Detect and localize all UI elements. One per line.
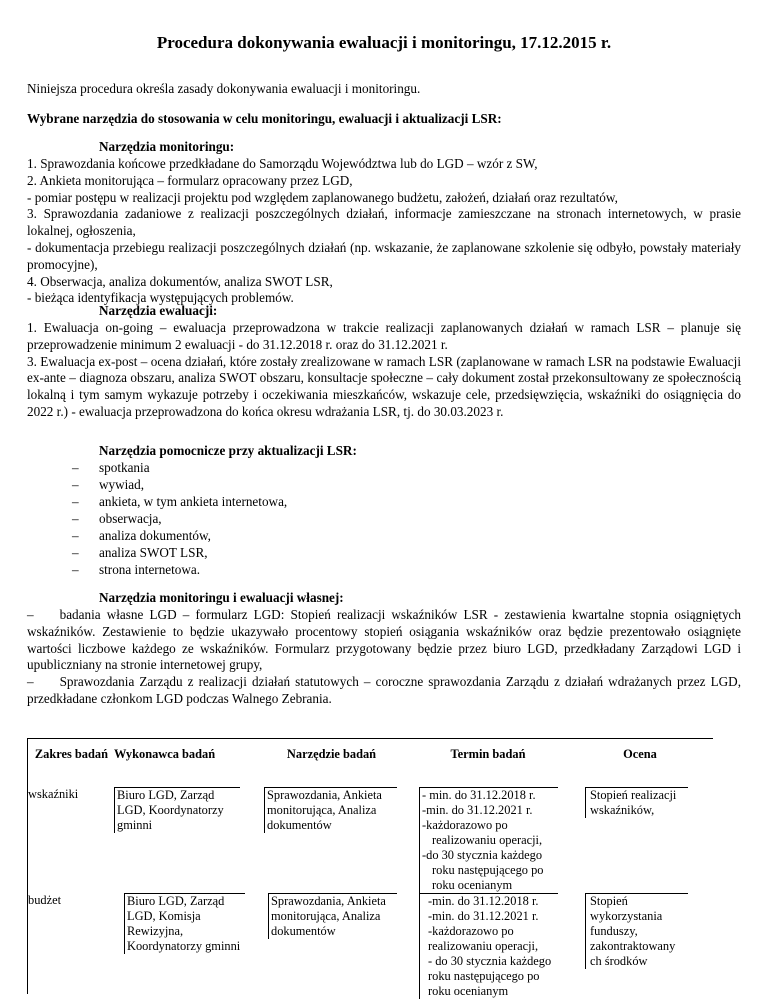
column-header-rating: Ocena: [623, 747, 657, 761]
dash-bullet: –: [72, 562, 79, 577]
list-item: 3. Sprawozdania zadaniowe z realizacji poszczególnych działań, informacje zamieszczane na stronach internetowych, w prasie lokalnej, ogłoszenia,: [27, 206, 741, 239]
column-header-tool: Narzędzie badań: [286, 747, 377, 761]
cell-term: - min. do 31.12.2018 r. -min. do 31.12.2021 r. -każdorazowo po realizowaniu operacji, -do 30 stycznia każdego roku następującego po roku ocenianym: [409, 787, 567, 893]
dash-bullet: –: [72, 528, 79, 543]
dash-bullet: –: [72, 545, 79, 560]
list-item: - dokumentacja przebiegu realizacji poszczególnych działań (np. wskazanie, że zaplanowane szkolenie się odbyło, powstały materiały promocyjne),: [27, 239, 741, 272]
evaluation-paragraph-2: 3. Ewaluacja ex-post – ocena działań, które zostały zrealizowane w ramach LSR (zaplanowane w ramach LSR na podstawie Ewaluacji ex-ante – diagnoza obszaru, analiza SWOT obszaru, konsultacje społeczne – cały dokument został przekonsultowany ze społecznością lokalną i tym samym wykazuje potrzeby i oczekiwania mieszkańców, wskazuje cele, przedsięwzięcia, wskaźniki do osiągnięcia do 2022 r.) - ewaluacja przeprowadzona do końca okresu wdrażania LSR, tj. do 30.03.2023 r.: [27, 353, 741, 419]
evaluation-table: [27, 747, 713, 999]
dash-bullet: –: [72, 460, 79, 475]
cell-tool: Sprawozdania, Ankieta monitorująca, Analiza dokumentów: [254, 893, 409, 999]
monitoring-list: [27, 156, 741, 307]
page-title: Procedura dokonywania ewaluacji i monitoringu, 17.12.2015 r.: [156, 33, 612, 52]
cell-contractor: Biuro LGD, Zarząd LGD, Komisja Rewizyjna, Koordynatorzy gminni: [114, 893, 254, 999]
self-monitoring-heading: Narzędzia monitoringu i ewaluacji własnej:: [99, 590, 344, 605]
list-item: 4. Obserwacja, analiza dokumentów, analiza SWOT LSR,: [27, 273, 333, 289]
column-header-term: Termin badań: [450, 747, 526, 761]
cell-scope: wskaźniki: [28, 787, 79, 801]
table-top-border: [27, 738, 713, 739]
intro-text: Niniejsza procedura określa zasady dokonywania ewaluacji i monitoringu.: [27, 81, 421, 96]
list-item: 1. Sprawozdania końcowe przedkładane do Samorządu Województwa lub do LGD – wzór z SW,: [27, 156, 538, 171]
dash-bullet: –: [27, 674, 34, 690]
cell-scope: budżet: [28, 893, 62, 907]
cell-tool: Sprawozdania, Ankieta monitorująca, Analiza dokumentów: [254, 787, 409, 893]
list-item: 2. Ankieta monitorująca – formularz opracowany przez LGD,: [27, 172, 353, 188]
dash-bullet: –: [72, 511, 79, 526]
tools-heading: Wybrane narzędzia do stosowania w celu monitoringu, ewaluacji i aktualizacji LSR:: [27, 111, 502, 126]
cell-rating: Stopień wykorzystania funduszy, zakontraktowany ch środków: [567, 893, 713, 999]
table-row: [27, 787, 713, 893]
auxiliary-heading: Narzędzia pomocnicze przy aktualizacji LSR:: [99, 443, 357, 458]
self-monitoring-text: [27, 607, 741, 708]
cell-rating: Stopień realizacji wskaźników,: [567, 787, 713, 893]
evaluation-paragraph-1: 1. Ewaluacja on-going – ewaluacja przeprowadzona w trakcie realizacji zaplanowanych działań w ramach LSR – planuje się przeprowadzenie minimum 2 ewaluacji - do 31.12.2018 r. oraz do 31.12.2021 r.: [27, 320, 741, 352]
column-header-contractor: Wykonawca badań: [114, 747, 216, 761]
evaluation-heading: Narzędzia ewaluacji:: [99, 303, 218, 318]
document-page: Procedura dokonywania ewaluacji i monitoringu, 17.12.2015 r. Niniejsza procedura określa zasady dokonywania ewaluacji i monitoringu. Wybrane narzędzia do stosowania w celu monitoringu, ewaluacji i aktualizacji LSR: Narzędzia monitoringu: 1. Sprawozdania końcowe przedkładane do Samorządu Województwa lub do LGD – wzór z SW, 2. Ankieta monitorująca – formularz opracowany przez LGD, - pomiar postępu w realizacji projektu pod względem zaplanowanego budżetu, założeń, działań oraz rezultatów, 3. Sprawozdania zadaniowe z realizacji poszczególnych działań, informacje zamieszczane na stronach internetowych, w prasie lokalnej, ogłoszenia, - dokumentacja przebiegu realizacji poszczególnych działań (np. wskazanie, że zaplanowane szkolenie się odbyło, powstały materiały promocyjne), 4. Obserwacja, analiza dokumentów, analiza SWOT LSR, - bieżąca identyfikacja występujących problemów. Narzędzia ewaluacji: 1. Ewaluacja on-going – ewaluacja przeprowadzona w trakcie realizacji zaplanowanych działań w ramach LSR – planuje się przeprowadzenie minimum 2 ewaluacji - do 31.12.2018 r. oraz do 31.12.2021 r. 3. Ewaluacja ex-post – ocena działań, które zostały zrealizowane w ramach LSR (zaplanowane w ramach LSR na podstawie Ewaluacji ex-ante – diagnoza obszaru, analiza SWOT obszaru, konsultacje społeczne – cały dokument został przekonsultowany ze społecznością lokalną i tym samym wykazuje potrzeby i oczekiwania mieszkańców, wskazuje cele, przedsięwzięcia, wskaźniki do osiągnięcia do 2022 r.) - ewaluacja przeprowadzona do końca okresu wdrażania LSR, tj. do 30.03.2023 r. Narzędzia pomocnicze przy aktualizacji LSR: – spotkania – wywiad, – ankieta, w tym ankieta internetowa, – obserwacja, – analiza dokumentów, – analiza SWOT LSR, – strona internetowa. Narzędzia monitoringu i ewaluacji własnej: – badania własne LGD – formularz LGD: Stopień realizacji wskaźników LSR - zestawienia kwartalne stopnia osiągniętych wskaźników. Zestawienie to będzie ukazywało procentowy stopień osiągania wskaźników oraz będzie prezentowało osiągnięte wartości liczbowe każdego ze wskaźników. Formularz przygotowany będzie przez biuro LGD, przedkładany Zarządowi LGD i upubliczniany na stronie internetowej grupy, – Sprawozdania Zarządu z realizacji działań statutowych – coroczne sprawozdania Zarządu z działań wdrażanych przez LGD, przedkładane członkom LGD podczas Walnego Zebrania. Zakres badań Wykonawca badań Narzędzie badań Termin badań Ocena wskaźniki Biuro LGD, Zarząd LGD, Koordynatorzy gminni Sprawozdania, Ankieta monitorująca, Analiza dokumentów - min. do 31.12.2018 r. -min. do 31.12.2021 r. -każdorazowo po realizowaniu operacji, -do 30 stycznia każdego roku następującego po roku ocenianym Stopień realizacji wskaźników, budżet Biuro LGD, Zarząd LGD, Komisja Rewizyjna, Koordynatorzy gminni Sprawozdania, Ankieta monitorująca, Analiza dokumentów -min. do 31.12.2018 r. -min. do 31.12.2021 r. -każdorazowo po realizowaniu operacji, - do 30 stycznia każdego roku następującego po roku ocenianym Stopień wykorzystania funduszy, zakontraktowany ch środków: [0, 0, 768, 994]
table-row: [27, 893, 713, 999]
list-item: - bieżąca identyfikacja występujących problemów.: [27, 290, 294, 306]
table-header-row: [27, 747, 713, 787]
list-item: - pomiar postępu w realizacji projektu pod względem zaplanowanego budżetu, założeń, działań oraz rezultatów,: [27, 189, 618, 205]
dash-bullet: –: [72, 494, 79, 509]
dash-bullet: –: [27, 607, 34, 622]
evaluation-text: [27, 320, 741, 421]
self-monitoring-paragraph-2: – Sprawozdania Zarządu z realizacji działań statutowych – coroczne sprawozdania Zarządu z działań wdrażanych przez LGD, przedkładane członkom LGD podczas Walnego Zebrania.: [27, 674, 741, 706]
column-header-scope: Zakres badań: [34, 747, 108, 761]
monitoring-heading: Narzędzia monitoringu:: [99, 139, 235, 154]
cell-contractor: Biuro LGD, Zarząd LGD, Koordynatorzy gminni: [114, 787, 254, 893]
self-monitoring-paragraph-1: – badania własne LGD – formularz LGD: Stopień realizacji wskaźników LSR - zestawienia kwartalne stopnia osiągniętych wskaźników. Zestawienie to będzie ukazywało procentowy stopień osiągania wskaźników oraz będzie prezentowało osiągnięte wartości liczbowe każdego ze wskaźników. Formularz przygotowany będzie przez biuro LGD, przedkładany Zarządowi LGD i upubliczniany na stronie internetowej grupy,: [27, 607, 741, 673]
cell-term: -min. do 31.12.2018 r. -min. do 31.12.2021 r. -każdorazowo po realizowaniu operacji, - do 30 stycznia każdego roku następującego po roku ocenianym: [409, 893, 567, 999]
dash-bullet: –: [72, 477, 79, 492]
